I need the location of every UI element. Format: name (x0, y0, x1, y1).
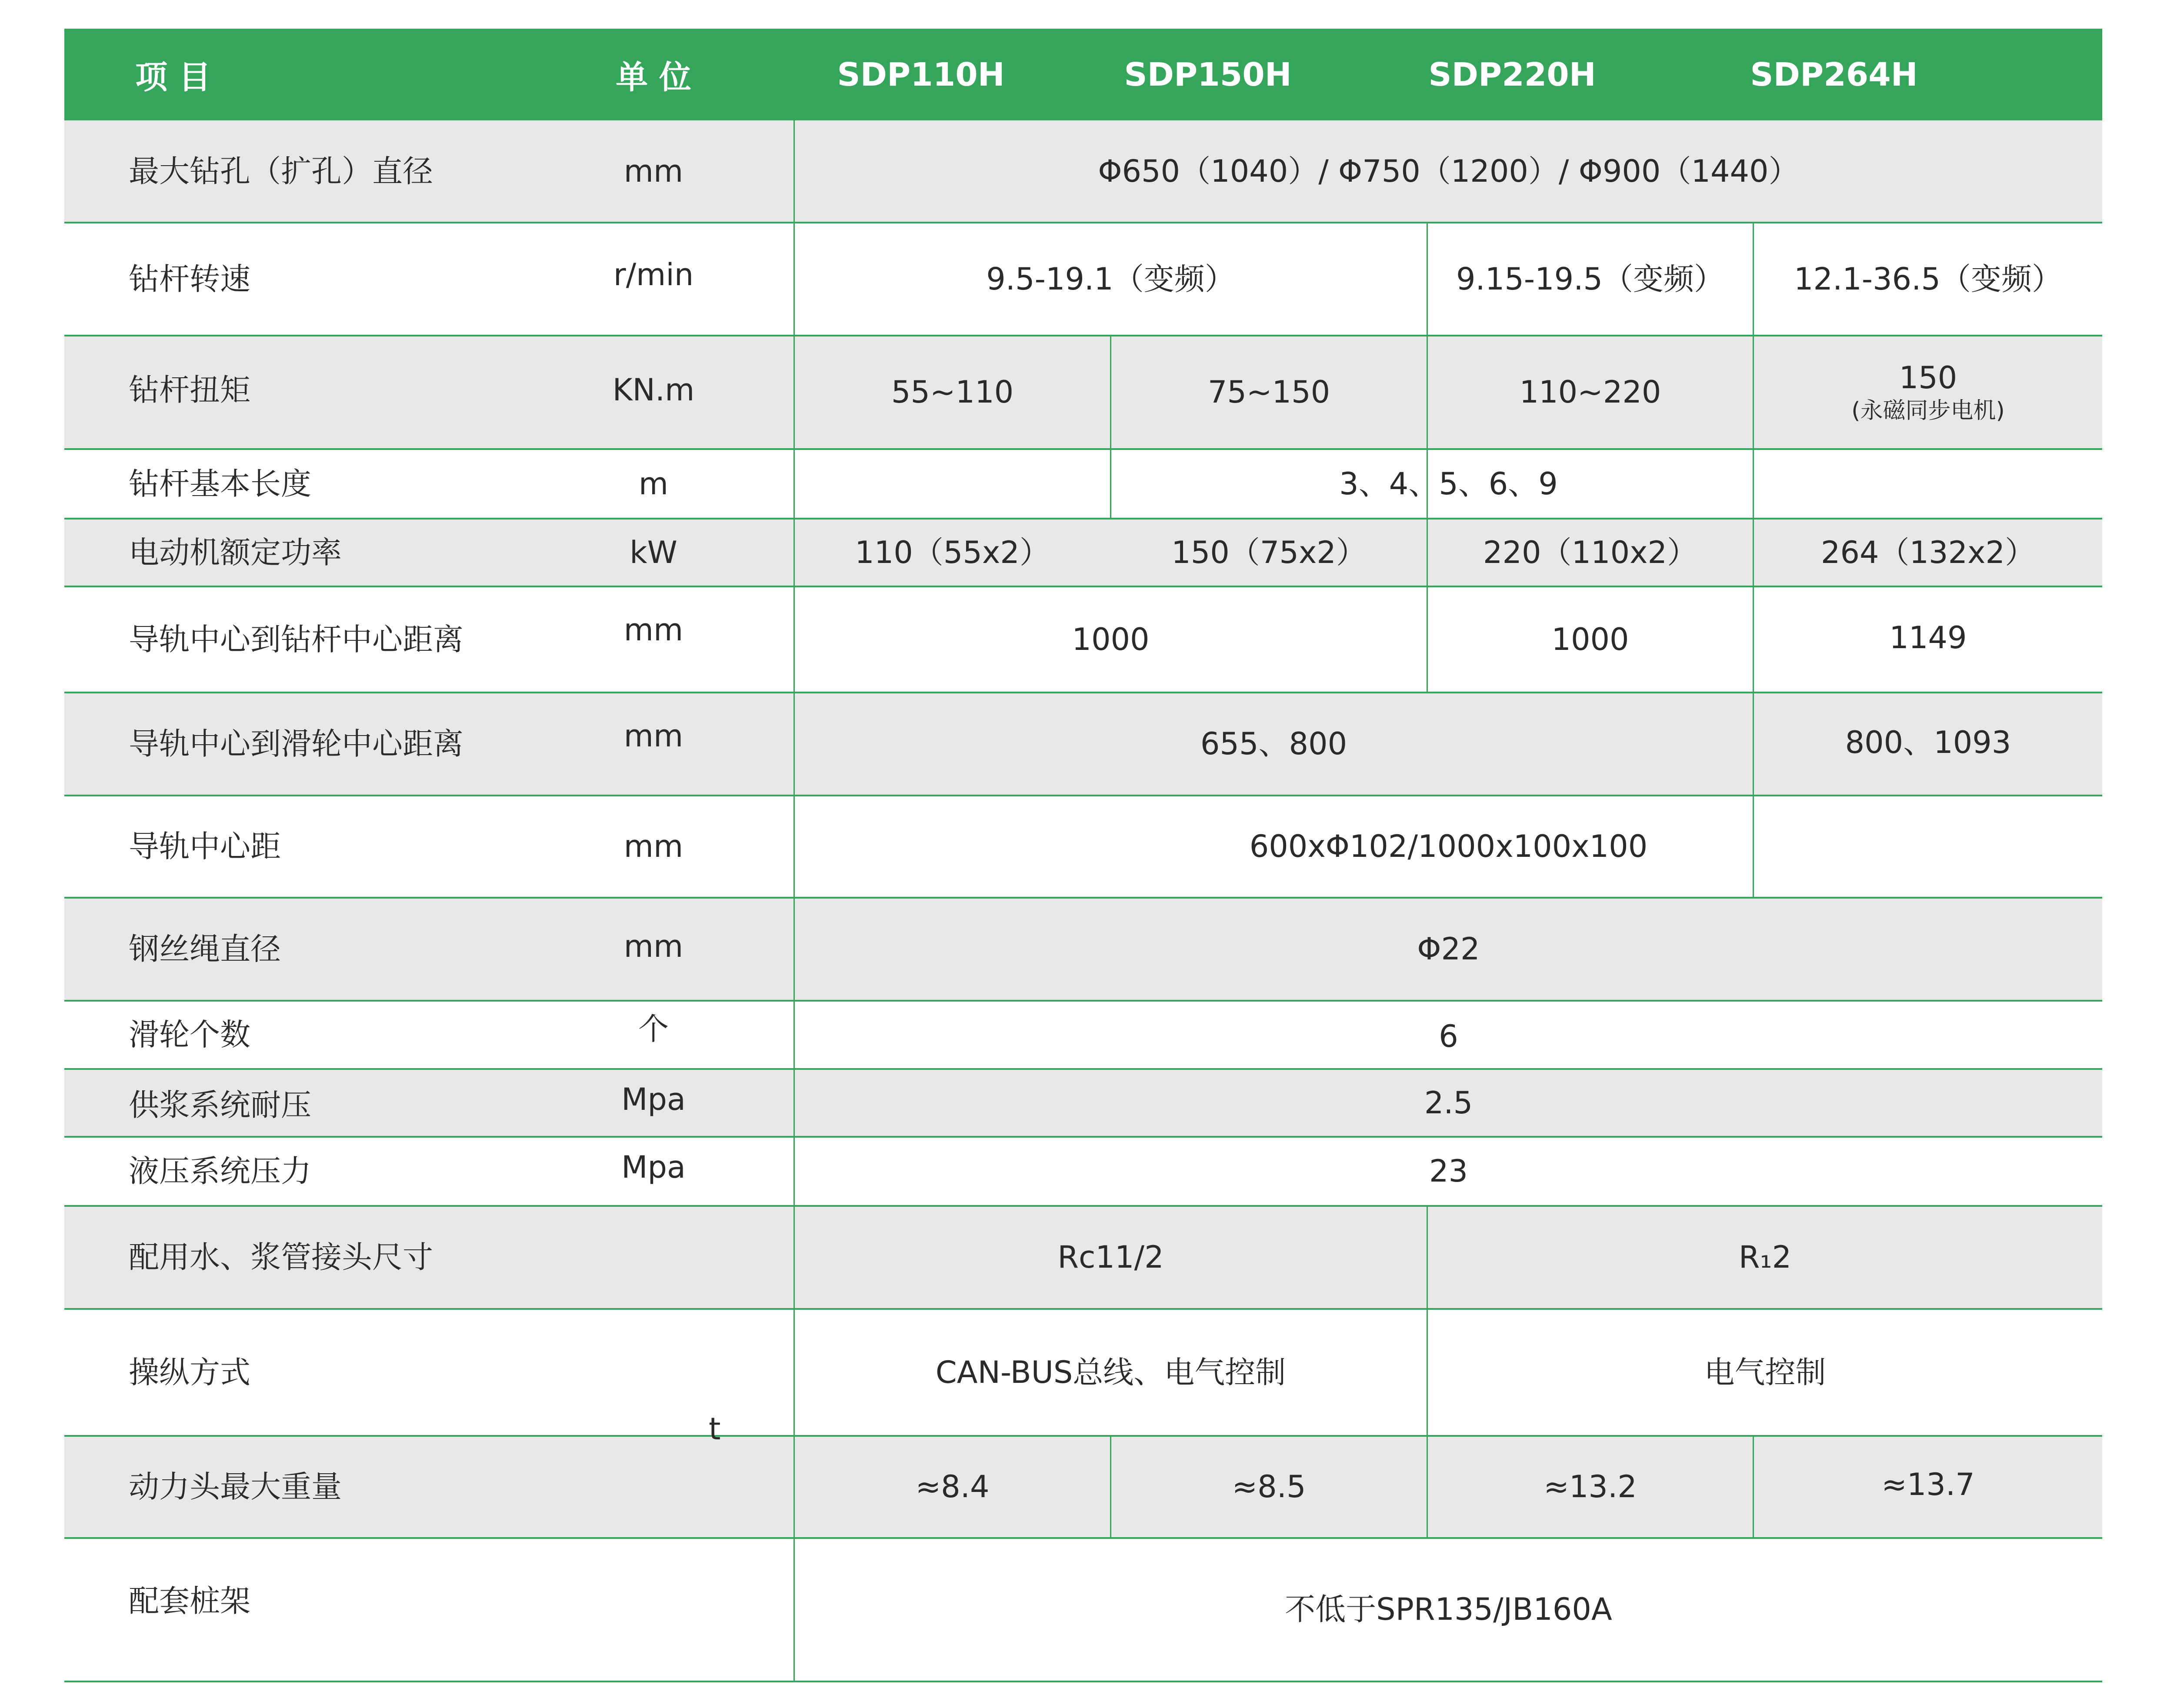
row-unit: t (709, 1411, 721, 1447)
header-model-sdp220h: SDP220H (1428, 56, 1596, 93)
value-cell: 1149 (1889, 619, 1967, 656)
value-text: 150 (1899, 360, 1957, 396)
row-unit: mm (623, 153, 683, 190)
value-cell: R₁2 (1738, 1239, 1792, 1275)
row-unit: Mpa (621, 1081, 686, 1117)
row-unit: kW (630, 534, 677, 570)
value-cell: Φ650（1040）/ Φ750（1200）/ Φ900（1440） (1098, 153, 1799, 190)
row-label: 最大钻孔（扩孔）直径 (129, 153, 433, 190)
value-cell (1754, 336, 2102, 449)
value-cell: 1000 (1072, 621, 1150, 657)
value-cell: 655、800 (1200, 726, 1347, 762)
row-label: 钢丝绳直径 (129, 931, 281, 967)
value-cell: 1000 (1551, 621, 1629, 657)
row-label: 钻杆转速 (129, 261, 250, 297)
row-label: 液压系统压力 (129, 1153, 311, 1189)
value-cell: ≈13.2 (1544, 1469, 1637, 1505)
row-unit: r/min (613, 256, 694, 293)
header-model-sdp110h: SDP110H (837, 56, 1005, 93)
value-cell: 电气控制 (1704, 1354, 1826, 1390)
row-label: 供浆系统耐压 (129, 1087, 311, 1123)
table-header (64, 29, 2102, 120)
value-stack (1851, 360, 2005, 424)
row-label: 配用水、浆管接头尺寸 (129, 1239, 433, 1275)
row-unit: KN.m (612, 372, 695, 408)
value-cell: 220（110x2） (1483, 534, 1698, 570)
value-cell: 不低于SPR135/JB160A (1285, 1591, 1612, 1627)
header-model-sdp150h: SDP150H (1124, 56, 1292, 93)
grid-line (64, 1681, 2102, 1682)
row-label: 操纵方式 (129, 1354, 250, 1390)
row-unit: mm (623, 829, 683, 865)
value-cell: 110~220 (1519, 374, 1661, 410)
row-label: 钻杆扭矩 (129, 372, 250, 408)
value-cell: 110（55x2） (855, 534, 1050, 570)
row-unit: m (638, 466, 669, 502)
value-cell: 600xΦ102/1000x100x100 (1249, 829, 1648, 865)
value-cell: 9.5-19.1（变频） (986, 261, 1235, 297)
value-cell: 12.1-36.5（变频） (1794, 261, 2062, 297)
row-label: 电动机额定功率 (129, 534, 342, 570)
spec-table (64, 29, 2102, 1683)
row-label: 配套桩架 (129, 1583, 250, 1619)
value-cell: 55~110 (891, 374, 1014, 410)
header-unit: 单 位 (616, 58, 691, 96)
value-cell: 150（75x2） (1171, 534, 1367, 570)
row-unit: Mpa (621, 1149, 686, 1185)
row-label: 动力头最大重量 (129, 1469, 342, 1505)
motor-note: (永磁同步电机) (1851, 397, 2005, 424)
row-unit: mm (623, 718, 683, 754)
value-cell: Rc11/2 (1057, 1239, 1164, 1275)
header-item: 项 目 (135, 58, 211, 96)
row-label: 导轨中心到钻杆中心距离 (129, 621, 463, 657)
value-cell: 264（132x2） (1820, 534, 2036, 570)
value-cell: 75~150 (1207, 374, 1330, 410)
row-label: 导轨中心距 (129, 829, 281, 865)
header-model-sdp264h: SDP264H (1750, 56, 1918, 93)
value-cell: 3、4、5、6、9 (1339, 466, 1558, 502)
row-unit: mm (623, 612, 683, 648)
value-cell: ≈8.4 (915, 1469, 990, 1505)
row-unit: 个 (638, 1011, 669, 1047)
value-cell: 2.5 (1424, 1085, 1473, 1121)
value-cell: 9.15-19.5（变频） (1456, 261, 1724, 297)
row-label: 钻杆基本长度 (129, 466, 311, 502)
row-label: 滑轮个数 (129, 1017, 250, 1053)
value-cell: ≈13.7 (1881, 1467, 1975, 1503)
row-label: 导轨中心到滑轮中心距离 (129, 726, 463, 762)
value-cell: ≈8.5 (1232, 1469, 1306, 1505)
value-cell: Φ22 (1417, 931, 1480, 967)
value-cell: CAN-BUS总线、电气控制 (935, 1354, 1286, 1390)
value-cell: 6 (1439, 1019, 1458, 1055)
row-unit: mm (623, 929, 683, 965)
value-cell: 23 (1429, 1153, 1468, 1189)
value-cell: 800、1093 (1845, 724, 2011, 760)
